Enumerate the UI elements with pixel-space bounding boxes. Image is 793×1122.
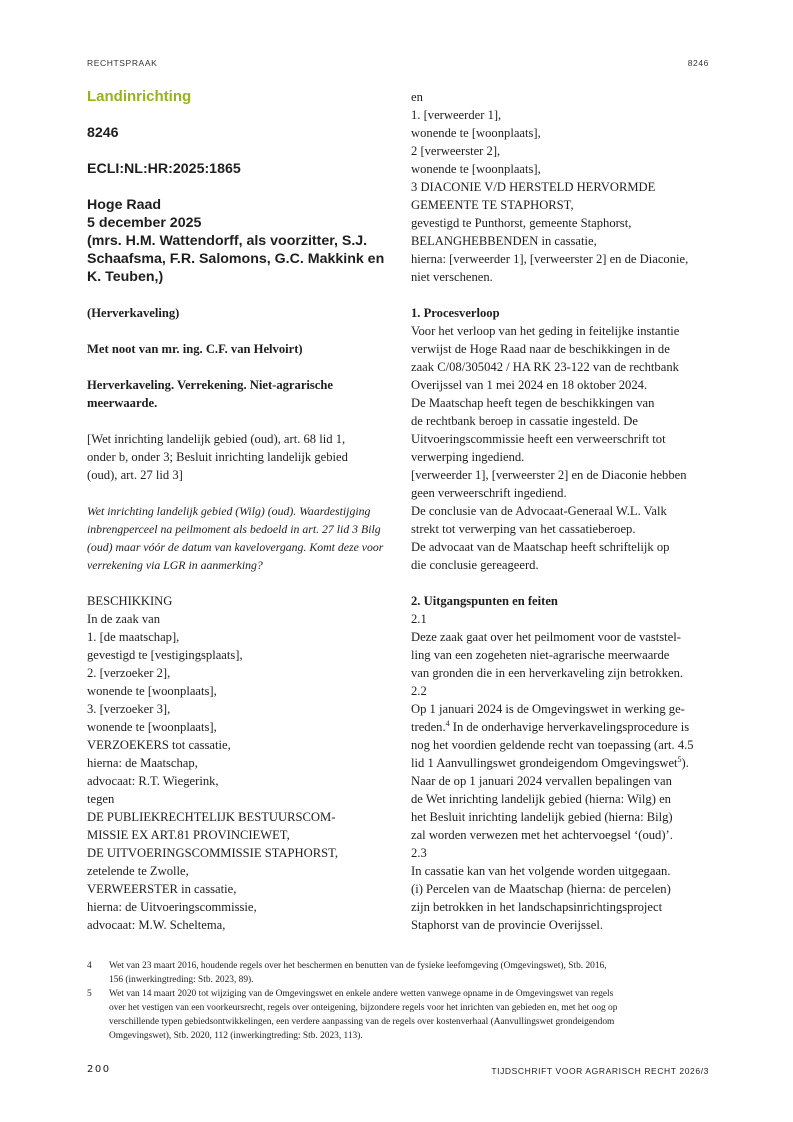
- running-header-right: 8246: [687, 58, 709, 68]
- parties-continued: en 1. [verweerder 1], wonende te [woonplaats], 2 [verweerster 2], wonende te [woonplaats], 3 DIACONIE V/D HERSTELD HERVORMDE GEMEENTE TE STAPHORST, gevestigd te Punthorst, gemeente Staphorst, BELANGHEBBENDEN in cassatie, hierna: [verweerder 1], [verweerster 2] en de Diaconie, niet verschenen.: [411, 90, 689, 284]
- running-header-left: RECHTSPRAAK: [87, 58, 158, 68]
- annotation-note: Met noot van mr. ing. C.F. van Helvoirt): [87, 342, 303, 356]
- section-1-heading: 1. Procesverloop: [411, 306, 500, 320]
- left-column: [87, 88, 383, 934]
- ecli-identifier: ECLI:NL:HR:2025:1865: [87, 161, 241, 177]
- paragraph-2-3: 2.3 In cassatie kan van het volgende worden uitgegaan. (i) Percelen van de Maatschap (hierna: de percelen) zijn betrokken in het landschapsinrichtingsproject Staphorst van de provincie Overijssel.: [411, 846, 671, 932]
- section-2-heading: 2. Uitgangspunten en feiten: [411, 594, 558, 608]
- legal-references: [Wet inrichting landelijk gebied (oud), art. 68 lid 1, onder b, onder 3; Besluit inrichting landelijk gebied (oud), art. 27 lid 3]: [87, 432, 348, 482]
- subject-label: (Herverkaveling): [87, 306, 180, 320]
- rubric-heading: Landinrichting: [87, 88, 192, 105]
- footnote-ref-4[interactable]: 4: [445, 718, 450, 728]
- journal-title: TIJDSCHRIFT VOOR AGRARISCH RECHT 2026/3: [491, 1066, 709, 1076]
- footnote-4: 4 Wet van 23 maart 2016, houdende regels over het beschermen en benutten van de fysieke leefomgeving (Omgevingswet), Stb. 2016, 156 (inwerkingtreding: Stb. 2023, 89).: [87, 961, 607, 985]
- footnote-5: 5 Wet van 14 maart 2020 tot wijziging van de Omgevingswet en enkele andere wetten vanwege opname in de Omgevingswet van regels over het vestigen van een voorkeursrecht, regels over onteigening, bijzondere regels voor het inrichten van gebieden en, met het oog op verschillende typen gebiedsontwikkelingen, een verdere aanpassing van de regels over kostenverhaal (Aanvullingswet grondeigendom Omgevingswet), Stb. 2020, 112 (inwerkingtreding: Stb. 2023, 113).: [87, 989, 618, 1041]
- keywords: Herverkaveling. Verrekening. Niet-agrarische meerwaarde.: [87, 378, 333, 410]
- court-block: Hoge Raad 5 december 2025 (mrs. H.M. Wattendorff, als voorzitter, S.J. Schaafsma, F.R. Salomons, G.C. Makkink en K. Teuben,): [87, 197, 385, 285]
- footnotes: [87, 959, 709, 1043]
- paragraph-2-2: 2.2 Op 1 januari 2024 is de Omgevingswet in werking ge- treden.$^4$ In de onderhavige herverkavelingsprocedure is nog het voordien geldende recht van toepassing (art. 4.5 lid 1 Aanvullingswet grondeigendom Omgevingswet$^5$). Naar de op 1 januari 2024 vervallen bepalingen van de Wet inrichting landelijk gebied (hierna: Wilg) en het Besluit inrichting landelijk gebied (hierna: Bilg) zal worden verwezen met het achtervoegsel ‘(oud)’.: [411, 684, 694, 842]
- parties-list: BESCHIKKING In de zaak van 1. [de maatschap], gevestigd te [vestigingsplaats], 2. [verzoeker 2], wonende te [woonplaats], 3. [verzoeker 3], wonende te [woonplaats], VERZOEKERS tot cassatie, hierna: de Maatschap, advocaat: R.T. Wiegerink, tegen DE PUBLIEKRECHTELIJK BESTUURSCOM- MISSIE EX ART.81 PROVINCIEWET, DE UITVOERINGSCOMMISSIE STAPHORST, zetelende te Zwolle, VERWEERSTER in cassatie, hierna: de Uitvoeringscommissie, advocaat: M.W. Scheltema,: [87, 594, 339, 932]
- case-number: 8246: [87, 125, 119, 141]
- page-number: 200: [87, 1064, 111, 1075]
- section-1-text: Voor het verloop van het geding in feitelijke instantie verwijst de Hoge Raad naar de beschikkingen in de zaak C/08/305042 / HA RK 23-122 van de rechtbank Overijssel van 1 mei 2024 en 18 oktober 2024. De Maatschap heeft tegen de beschikkingen van de rechtbank beroep in cassatie ingesteld. De Uitvoeringscommissie heeft een verweerschrift tot verwerping ingediend. [verweerder 1], [verweerster 2] en de Diaconie hebben geen verweerschrift ingediend. De conclusie van de Advocaat-Generaal W.L. Valk strekt tot verwerping van het cassatieberoep. De advocaat van de Maatschap heeft schriftelijk op die conclusie gereageerd.: [411, 324, 687, 572]
- footnote-ref-5[interactable]: 5: [677, 754, 682, 764]
- paragraph-2-1: 2.1 Deze zaak gaat over het peilmoment voor de vaststel- ling van een zogeheten niet-agrarische meerwaarde van gronden die in een herverkaveling zijn betrokken.: [411, 612, 684, 680]
- case-summary: Wet inrichting landelijk gebied (Wilg) (oud). Waardestijging inbrengperceel na peilmoment als bedoeld in art. 27 lid 3 Bilg (oud) maar vóór de datum van kavelovergang. Komt deze voor verrekening via LGR in aanmerking?: [87, 504, 384, 572]
- right-column: [411, 88, 707, 934]
